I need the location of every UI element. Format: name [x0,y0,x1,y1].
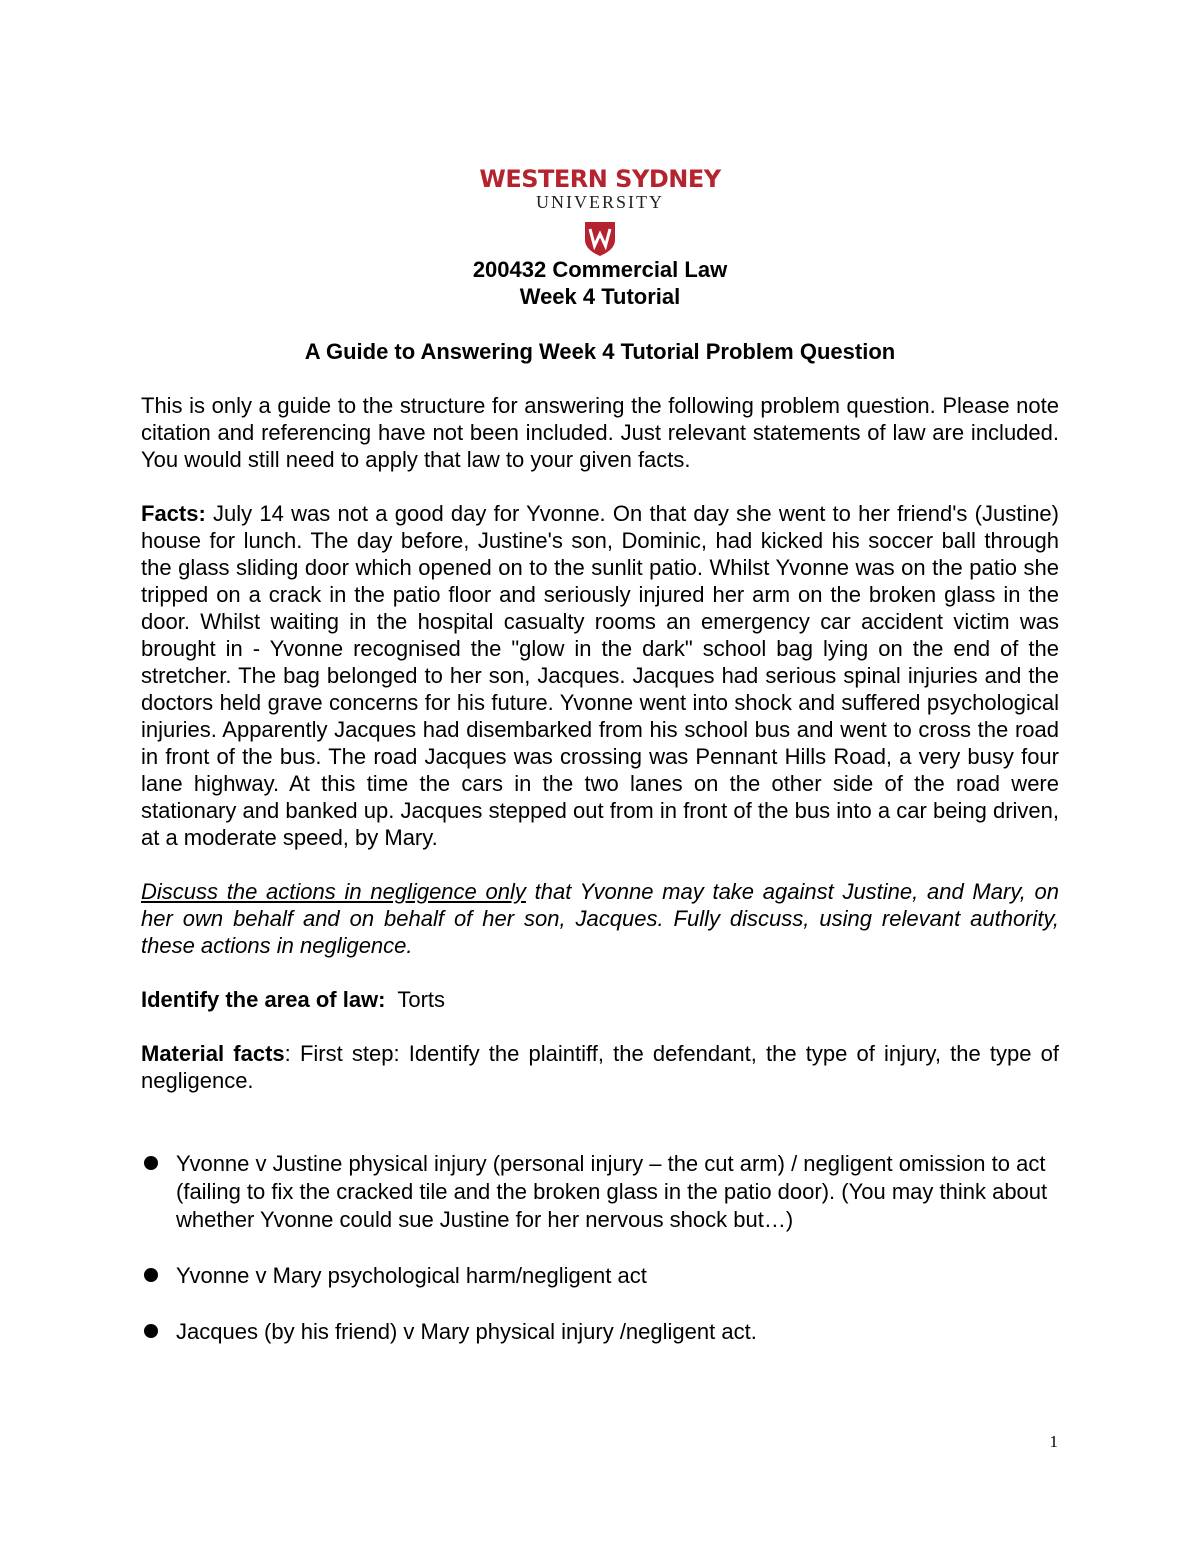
list-item [141,1318,1059,1346]
facts-paragraph [141,500,1059,851]
parties-list [141,1150,1059,1374]
question-paragraph [141,878,1059,959]
area-of-law-label: Identify the area of law: [141,987,386,1012]
list-item-text: Yvonne v Justine physical injury (personal injury – the cut arm) / negligent omission to act (failing to fix the cracked tile and the broken glass in the patio door). (You may think about whether Yvonne could sue Justine for her nervous shock but…) [176,1151,1048,1232]
list-item-text: Jacques (by his friend) v Mary physical injury /negligent act. [176,1319,757,1344]
intro-paragraph: This is only a guide to the structure for answering the following problem question. Please note citation and referencing have not been included. Just relevant statements of law are included. You would still need to apply that law to your given facts. [141,393,1059,472]
facts-text: July 14 was not a good day for Yvonne. On that day she went to her friend's (Justine) house for lunch. The day before, Justine's son, Dominic, had kicked his soccer ball through the glass sliding door which opened on to the sunlit patio. Whilst Yvonne was on the patio she tripped on a crack in the patio floor and seriously injured her arm on the broken glass in the door. Whilst waiting in the hospital casualty rooms an emergency car accident victim was brought in - Yvonne recognised the "glow in the dark" school bag lying on the end of the stretcher. The bag belonged to her son, Jacques. Jacques had serious spinal injuries and the doctors held grave concerns for his future. Yvonne went into shock and suffered psychological injuries. Apparently Jacques had disembarked from his school bus and went to cross the road in front of the bus. The road Jacques was crossing was Pennant Hills Road, a very busy four lane highway. At this time the cars in the two lanes on the other side of the road were stationary and banked up. Jacques stepped out from in front of the bus into a car being driven, at a moderate speed, by Mary. [141,501,1059,850]
bullet-icon [144,1324,158,1338]
question-emphasis: Discuss the actions in negligence only [141,879,526,904]
week-title: Week 4 Tutorial [519,284,681,309]
material-facts-text: : First step: Identify the plaintiff, the defendant, the type of injury, the type of negligence. [141,1041,1059,1093]
bullet-icon [144,1156,158,1170]
logo-subtitle: UNIVERSITY [536,192,664,212]
guide-title: A Guide to Answering Week 4 Tutorial Problem Question [304,339,896,364]
document-body [141,392,1059,1094]
document-header [0,256,1200,310]
list-item [141,1262,1059,1290]
page-number: 1 [1049,1432,1058,1451]
list-item [141,1150,1059,1234]
question-text: that Yvonne may take against Justine, and Mary, on her own behalf and on behalf of her son, Jacques. Fully discuss, using relevant authority, these actions in negligence. [141,879,1060,958]
area-of-law-paragraph [141,986,1059,1013]
list-item-text: Yvonne v Mary psychological harm/negligent act [176,1263,647,1288]
course-title: 200432 Commercial Law [472,257,728,282]
area-of-law-value: Torts [385,987,446,1012]
logo-wordmark: WESTERN SYDNEY [479,165,721,193]
shield-icon [585,222,615,256]
bullet-icon [144,1268,158,1282]
material-facts-label: Material facts [141,1041,285,1066]
material-facts-paragraph [141,1040,1059,1094]
facts-label: Facts: [141,501,206,526]
university-logo [0,164,1200,256]
